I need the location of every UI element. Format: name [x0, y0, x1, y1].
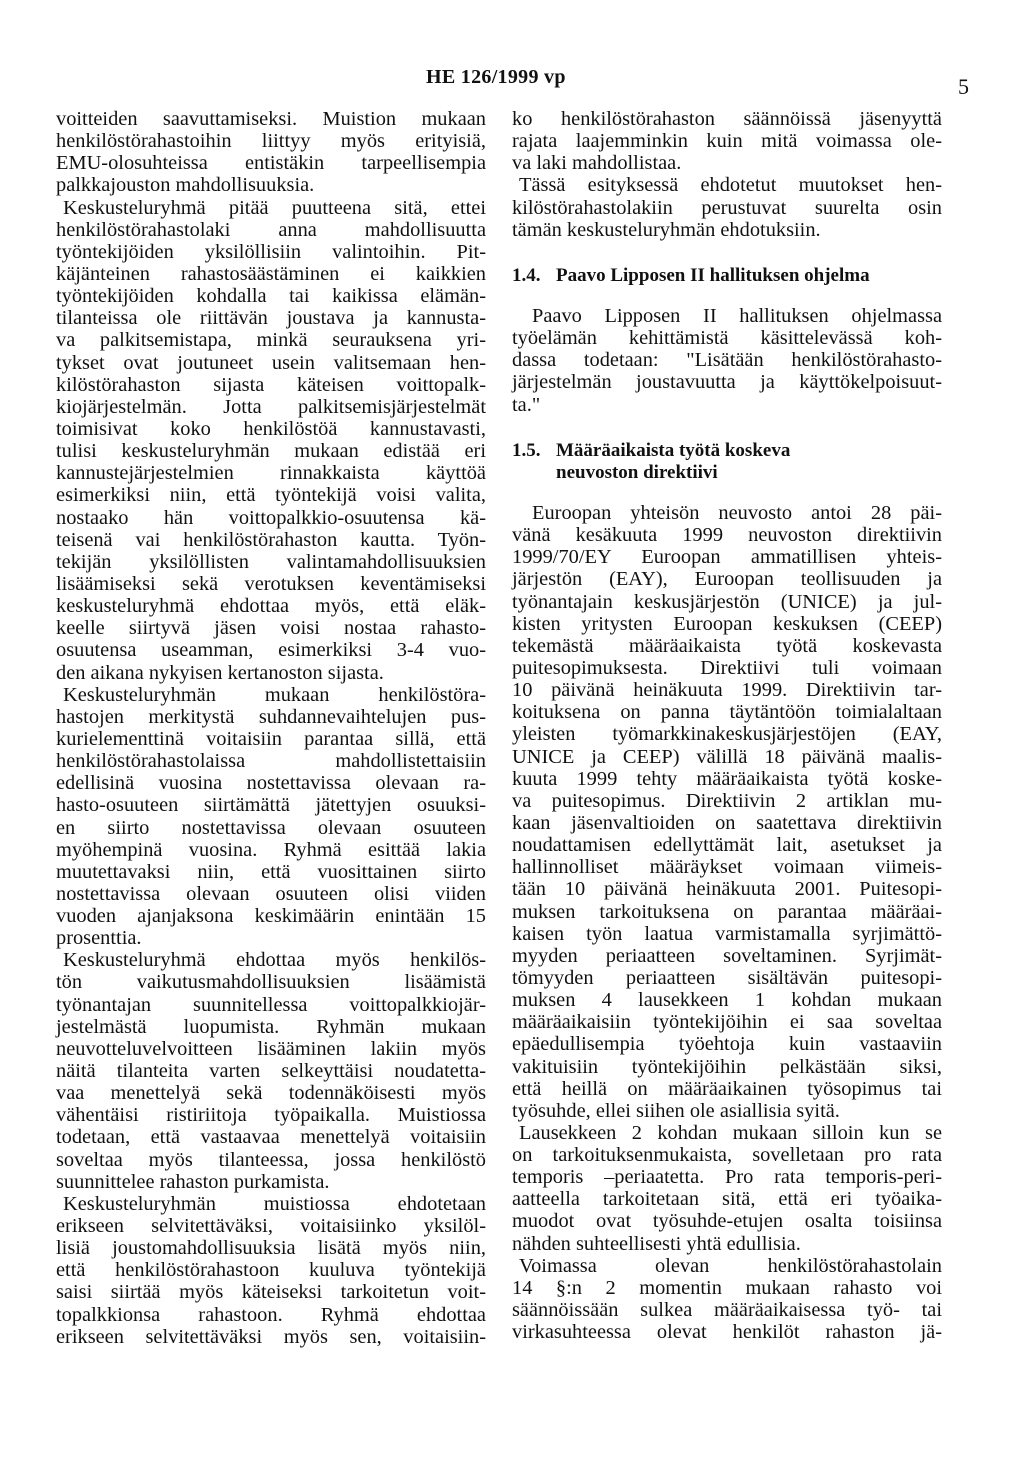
text-line: kiojärjestelmän. Jotta palkitsemisjärjestelmät	[56, 395, 486, 418]
text-line: käjänteinen rahastosäästäminen ei kaikkien	[56, 262, 486, 285]
text-line: lisäämiseksi sekä verotuksen keventämiseksi	[56, 572, 486, 595]
text-line: vuoden ajanjaksona keskimäärin enintään 15	[56, 905, 486, 928]
text-line: Tässä esityksessä ehdotetut muutokset hen-	[519, 174, 942, 197]
text-line: vähentäisi ristiriitoja työpaikalla. Muistiossa	[56, 1104, 486, 1127]
text-line: tömyyden periaatteen sisältävän puitesopi-	[512, 966, 942, 989]
text-line: aatteella tarkoitetaan sitä, että eri työaika-	[512, 1188, 942, 1211]
text-line: den aikana nykyisen kertanoston sijasta.	[56, 661, 384, 684]
text-line: ko henkilöstörahaston säännöissä jäsenyyttä	[512, 108, 942, 130]
text-line: keelle siirtyvä jäsen voisi nostaa rahasto-	[56, 617, 486, 640]
text-line: järjestön (EAY), Euroopan teollisuuden ja	[512, 568, 942, 591]
text-line: temporis –periaatetta. Pro rata temporis-peri-	[512, 1166, 942, 1189]
text-line: työnantajain keskusjärjestön (UNICE) ja jul-	[512, 590, 942, 613]
text-line: vakituisiin työntekijöihin pelkästään siksi,	[512, 1055, 942, 1078]
text-line: työntekijöiden yksilöllisiin valintoihin. Pit-	[56, 240, 486, 263]
text-line: toimisivat koko henkilöstöä kannustavasti,	[56, 417, 486, 440]
text-line: voitteiden saavuttamiseksi. Muistion mukaan	[56, 108, 486, 130]
text-line: henkilöstörahastolaki anna mahdollisuutta	[56, 218, 486, 241]
text-line: nostaako hän voittopalkkio-osuutensa kä-	[56, 506, 486, 529]
text-line: nähden suhteellisesti yhtä edullisia.	[512, 1232, 801, 1255]
text-line: teisenä vai henkilöstörahaston kautta. Työn-	[56, 528, 486, 551]
text-line: tykset ovat joutuneet usein valitsemaan hen-	[56, 351, 486, 374]
text-line: rajata laajemminkin kuin mitä voimassa ole-	[512, 130, 942, 153]
text-line: järjestelmän joustavuutta ja käyttökelpoisuut-	[512, 371, 942, 394]
section-heading-1-4	[512, 265, 942, 287]
text-line: myöhempinä vuosina. Ryhmä esittää lakia	[56, 838, 486, 861]
text-line: noudattamisen edellyttämät lait, asetukset ja	[512, 834, 942, 857]
text-line: Keskusteluryhmä pitää puutteena sitä, ettei	[63, 196, 486, 219]
text-line: Keskusteluryhmän mukaan henkilöstöra-	[63, 683, 486, 706]
text-line: henkilöstörahastoihin liittyy myös erityisiä,	[56, 130, 486, 153]
text-line: puitesopimuksesta. Direktiivi tuli voimaan	[512, 656, 942, 679]
text-line: va palkitsemistapa, minkä seurauksena yri-	[56, 329, 486, 352]
text-line: muutettavaksi niin, että vuosittainen siirto	[56, 860, 486, 883]
text-line: kurielementtinä voitaisiin parantaa sillä, että	[56, 727, 486, 750]
text-line: Euroopan yhteisön neuvosto antoi 28 päi-	[532, 501, 942, 524]
text-line: soveltaa myös tilanteessa, jossa henkilöstö	[56, 1148, 486, 1171]
text-line: ta."	[512, 393, 541, 416]
text-line: todetaan, että vastaavaa menettelyä voitaisiin	[56, 1126, 486, 1149]
text-line: palkkajouston mahdollisuuksia.	[56, 174, 315, 197]
text-line: topalkkionsa rahastoon. Ryhmä ehdottaa	[56, 1303, 486, 1326]
text-line: suunnittelee rahaston purkamista.	[56, 1170, 330, 1193]
text-line: että heillä on määräaikainen työsopimus tai	[512, 1077, 942, 1100]
page-number: 5	[958, 74, 969, 99]
text-line: Lausekkeen 2 kohdan mukaan silloin kun se	[519, 1121, 942, 1144]
text-line: näitä tilanteita varten selkeyttäisi noudatetta-	[56, 1060, 486, 1083]
section-title: Määräaikaista työtä koskeva	[556, 439, 791, 461]
text-line: 1999/70/EY Euroopan ammatillisen yhteis-	[512, 546, 942, 569]
text-line: kuuta 1999 tehty määräaikaista työtä koske-	[512, 767, 942, 790]
text-line: tilanteissa ole riittävän joustava ja kannusta-	[56, 307, 486, 330]
text-line: 14 §:n 2 momentin mukaan rahasto voi	[512, 1276, 942, 1299]
text-line: tekijän yksilöllisten valintamahdollisuuksien	[56, 550, 486, 573]
text-line: va puitesopimus. Direktiivin 2 artiklan mu-	[512, 789, 942, 812]
section-title-continued: neuvoston direktiivi	[556, 461, 718, 483]
text-line: prosenttia.	[56, 927, 142, 950]
text-line: kaisen työn laatua varmistamalla syrjimättö-	[512, 922, 942, 945]
text-line: va laki mahdollistaa.	[512, 152, 682, 175]
section-number: 1.5.	[512, 439, 541, 461]
text-line: kilöstörahaston sijasta käteisen voittopalk-	[56, 373, 486, 396]
section-heading-1-5	[512, 440, 942, 484]
text-line: erikseen selvitettäväksi, voitaisiinko yksilöl-	[56, 1215, 486, 1238]
text-line: muodot ovat työsuhde-etujen osalta toisiinsa	[512, 1210, 942, 1233]
text-line: että henkilöstörahastoon kuuluva työntekijä	[56, 1259, 486, 1282]
text-line: 10 päivänä heinäkuuta 1999. Direktiivin tar-	[512, 679, 942, 702]
text-line: kisten yritysten Euroopan keskuksen (CEEP)	[512, 612, 942, 635]
text-line: muksen 4 lausekkeen 1 kohdan mukaan	[512, 989, 942, 1012]
text-line: esimerkiksi niin, että työntekijä voisi valita,	[56, 484, 486, 507]
text-line: hastojen merkitystä suhdannevaihtelujen pus-	[56, 705, 486, 728]
text-line: Keskusteluryhmä ehdottaa myös henkilös-	[63, 949, 486, 972]
text-line: dassa todetaan: "Lisätään henkilöstörahasto-	[512, 349, 942, 372]
text-line: tämän keskusteluryhmän ehdotuksiin.	[512, 218, 821, 241]
text-line: EMU-olosuhteissa entistäkin tarpeellisempia	[56, 152, 486, 175]
text-line: säännöissään sulkea määräaikaisessa työ- tai	[512, 1299, 942, 1322]
right-column	[512, 108, 942, 1343]
text-line: tekemästä määräaikaista työtä koskevasta	[512, 634, 942, 657]
text-line: työnantajan suunnitellessa voittopalkkiojär-	[56, 993, 486, 1016]
text-line: kilöstörahastolakiin perustuvat suurelta osin	[512, 196, 942, 219]
text-line: koituksena on panna täytäntöön toimialaltaan	[512, 701, 942, 724]
text-line: työelämän kehittämistä käsittelevässä koh-	[512, 327, 942, 350]
text-line: Keskusteluryhmän muistiossa ehdotetaan	[63, 1192, 486, 1215]
text-line: erikseen selvitettäväksi myös sen, voitaisiin-	[56, 1325, 486, 1348]
text-line: tään 10 päivänä heinäkuuta 2001. Puitesopi-	[512, 878, 942, 901]
text-line: yleisten työmarkkinakeskusjärjestöjen (EAY,	[512, 723, 942, 746]
text-line: kannustejärjestelmien rinnakkaista käyttöä	[56, 462, 486, 485]
text-line: lisiä joustomahdollisuuksia lisätä myös niin,	[56, 1237, 486, 1260]
text-line: työsuhde, ellei siihen ole asiallisia syitä.	[512, 1099, 840, 1122]
section-title: Paavo Lipposen II hallituksen ohjelma	[556, 264, 870, 286]
text-line: tulisi keskusteluryhmän mukaan edistää eri	[56, 440, 486, 463]
text-line: UNICE ja CEEP) välillä 18 päivänä maalis-	[512, 745, 942, 768]
text-line: määräaikaisiin työntekijöihin ei saa soveltaa	[512, 1011, 942, 1034]
text-line: työntekijöiden kohdalla tai kaikissa elämän-	[56, 285, 486, 308]
document-id: HE 126/1999 vp	[426, 66, 566, 88]
text-line: hallinnolliset määräykset voimaan viimeis-	[512, 856, 942, 879]
text-line: saisi siirtää myös käteiseksi tarkoitetun voit-	[56, 1281, 486, 1304]
text-line: myyden periaatteen soveltaminen. Syrjimät-	[512, 944, 942, 967]
left-column	[56, 108, 486, 1348]
text-line: keskusteluryhmä ehdottaa myös, että eläk-	[56, 595, 486, 618]
text-line: on tarkoituksenmukaista, sovelletaan pro rata	[512, 1144, 942, 1167]
section-number: 1.4.	[512, 264, 541, 286]
text-line: virkasuhteessa olevat henkilöt rahaston jä-	[512, 1321, 942, 1344]
text-line: vänä kesäkuuta 1999 neuvoston direktiivin	[512, 524, 942, 547]
text-line: vaa menettelyä sekä todennäköisesti myös	[56, 1082, 486, 1105]
text-line: Paavo Lipposen II hallituksen ohjelmassa	[532, 305, 942, 327]
text-line: en siirto nostettavissa olevaan osuuteen	[56, 816, 486, 839]
text-line: nostettavissa olevaan osuuteen olisi viiden	[56, 882, 486, 905]
text-line: kaan jäsenvaltioiden on saatettava direktiivin	[512, 811, 942, 834]
text-line: tön vaikutusmahdollisuuksien lisäämistä	[56, 971, 486, 994]
text-line: osuutensa useamman, esimerkiksi 3-4 vuo-	[56, 639, 486, 662]
text-line: muksen tarkoituksena on parantaa määräai-	[512, 900, 942, 923]
text-line: henkilöstörahastolaissa mahdollistettaisiin	[56, 750, 486, 773]
text-line: jestelmästä luopumista. Ryhmän mukaan	[56, 1015, 486, 1038]
text-line: hasto-osuuteen siirtämättä jätettyjen osuuksi-	[56, 794, 486, 817]
text-line: neuvotteluvelvoitteen lisääminen lakiin myös	[56, 1037, 486, 1060]
text-line: Voimassa olevan henkilöstörahastolain	[519, 1254, 942, 1277]
text-line: epäedullisempia työehtoja kuin vastaaviin	[512, 1033, 942, 1056]
text-line: edellisinä vuosina nostettavissa olevaan ra-	[56, 772, 486, 795]
